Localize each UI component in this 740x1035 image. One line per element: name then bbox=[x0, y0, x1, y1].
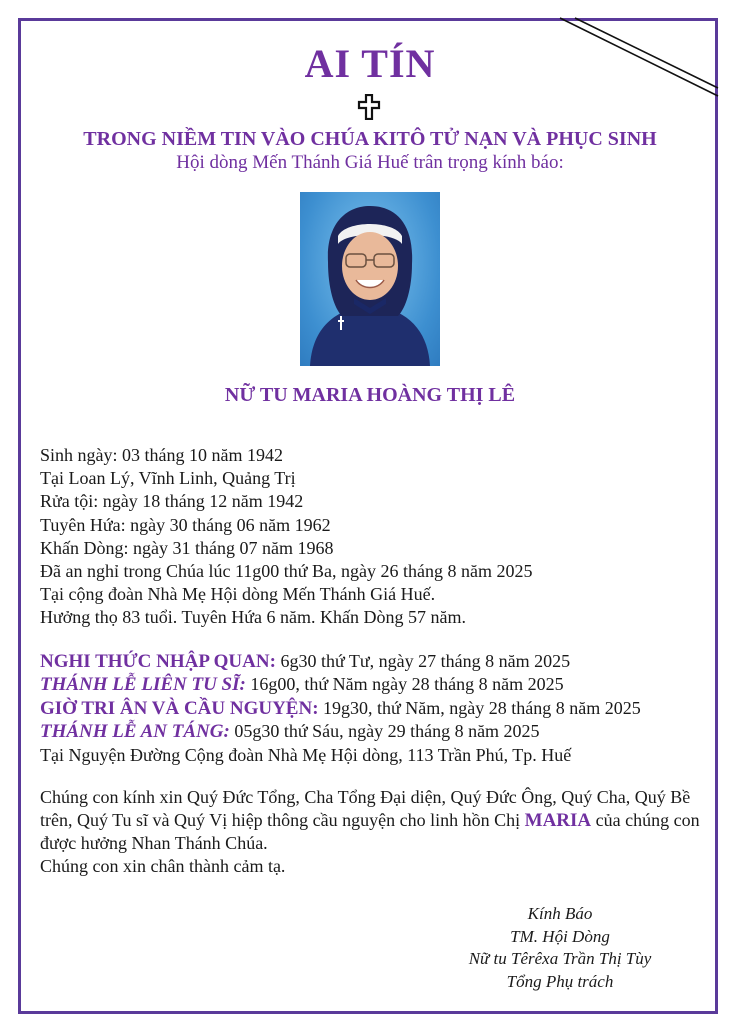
bio-line: Đã an nghỉ trong Chúa lúc 11g00 thứ Ba, ngày 26 tháng 8 năm 2025 bbox=[40, 561, 533, 582]
headline: TRONG NIỀM TIN VÀO CHÚA KITÔ TỬ NẠN VÀ PHỤC SINH bbox=[83, 128, 657, 150]
signature-line: TM. Hội Dòng bbox=[510, 926, 610, 946]
bio-section bbox=[40, 444, 533, 630]
closing-text: Chúng con kính xin Quý Đức Tổng, Cha Tổng Đại diện, Quý Đức Ông, Quý Cha, Quý Bề trên, Quý Tu sĩ và Quý Vị hiệp thông cầu nguyện cho linh hồn Chị bbox=[40, 787, 691, 830]
bio-line: Sinh ngày: 03 tháng 10 năm 1942 bbox=[40, 445, 283, 465]
bio-line: Rửa tội: ngày 18 tháng 12 năm 1942 bbox=[40, 491, 304, 512]
schedule-text: 16g00, thứ Năm ngày 28 tháng 8 năm 2025 bbox=[245, 674, 564, 695]
schedule-text: 05g30 thứ Sáu, ngày 29 tháng 8 năm 2025 bbox=[229, 721, 540, 742]
schedule-label: THÁNH LỄ AN TÁNG: bbox=[40, 721, 230, 743]
bio-line: Hưởng thọ 83 tuổi. Tuyên Hứa 6 năm. Khấn Dòng 57 năm. bbox=[40, 607, 467, 628]
signature-line: Kính Báo bbox=[527, 904, 593, 923]
schedule-row bbox=[40, 650, 641, 673]
schedule-label: NGHI THỨC NHẬP QUAN: bbox=[40, 651, 276, 672]
closing-paragraph bbox=[40, 786, 710, 855]
schedule-label: GIỜ TRI ÂN VÀ CẦU NGUYỆN: bbox=[40, 697, 319, 719]
bio-line: Tại cộng đoàn Nhà Mẹ Hội dòng Mến Thánh Giá Huế. bbox=[40, 584, 436, 605]
cross-icon bbox=[356, 94, 382, 120]
schedule-row bbox=[40, 697, 641, 720]
signature-block bbox=[440, 903, 680, 993]
schedule-row bbox=[40, 673, 641, 696]
location-line: Tại Nguyện Đường Cộng đoàn Nhà Mẹ Hội dòng, 113 Trần Phú, Tp. Huế bbox=[40, 744, 572, 765]
signature-line: Tổng Phụ trách bbox=[506, 971, 614, 991]
bio-line: Khấn Dòng: ngày 31 tháng 07 năm 1968 bbox=[40, 537, 334, 558]
schedule-section bbox=[40, 650, 641, 766]
bio-line: Tại Loan Lý, Vĩnh Linh, Quảng Trị bbox=[40, 468, 296, 489]
schedule-text: 19g30, thứ Năm, ngày 28 tháng 8 năm 2025 bbox=[318, 697, 641, 718]
schedule-label: THÁNH LỄ LIÊN TU SĨ: bbox=[40, 674, 246, 696]
closing-highlight: MARIA bbox=[524, 809, 592, 831]
page-title: AI TÍN bbox=[304, 41, 436, 86]
schedule-text: 6g30 thứ Tư, ngày 27 tháng 8 năm 2025 bbox=[275, 651, 571, 671]
closing-text: của chúng con được hưởng Nhan Thánh Chúa. bbox=[40, 809, 700, 853]
signature-line: Nữ tu Têrêxa Trần Thị Tùy bbox=[468, 949, 652, 968]
deceased-name: NỮ TU MARIA HOÀNG THỊ LÊ bbox=[224, 384, 516, 406]
bio-line: Tuyên Hứa: ngày 30 tháng 06 năm 1962 bbox=[40, 514, 331, 535]
closing-section bbox=[40, 786, 710, 877]
schedule-row bbox=[40, 720, 641, 743]
portrait-photo bbox=[300, 192, 440, 366]
subhead: Hội dòng Mến Thánh Giá Huế trân trọng kính báo: bbox=[176, 152, 564, 173]
thanks-line: Chúng con xin chân thành cảm tạ. bbox=[40, 855, 286, 876]
